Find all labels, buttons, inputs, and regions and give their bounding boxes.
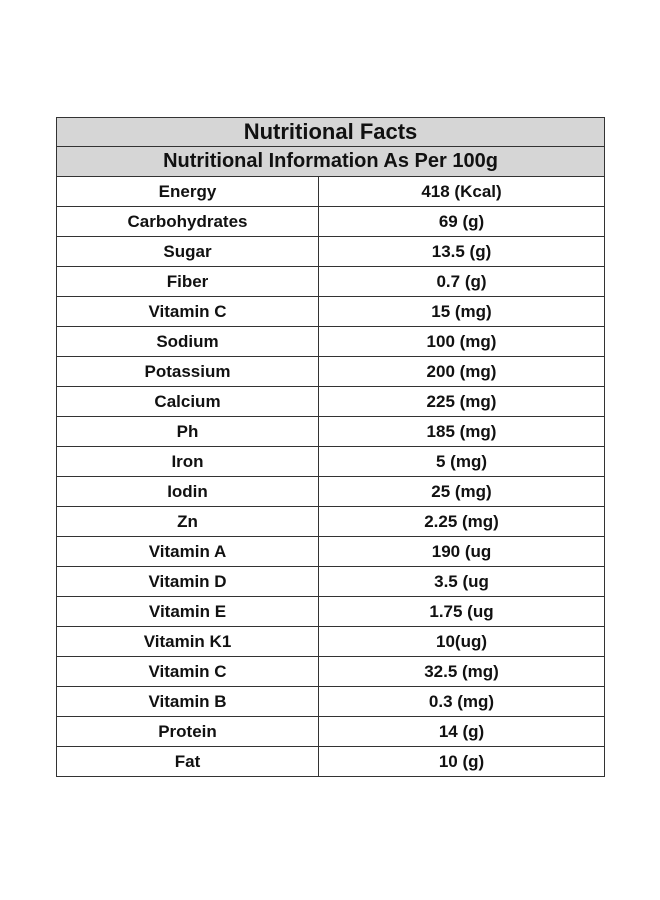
nutrition-facts-table [56,117,605,777]
nutrient-value: 15 (mg) [319,297,605,327]
nutrient-value: 5 (mg) [319,447,605,477]
table-row [57,327,605,357]
table-row [57,537,605,567]
nutrient-name: Iron [57,447,319,477]
nutrient-name: Iodin [57,477,319,507]
nutrient-value: 2.25 (mg) [319,507,605,537]
nutrient-value: 1.75 (ug [319,597,605,627]
nutrient-name: Potassium [57,357,319,387]
table-row [57,207,605,237]
table-row [57,357,605,387]
title-row [57,118,605,147]
nutrient-name: Calcium [57,387,319,417]
nutrient-value: 32.5 (mg) [319,657,605,687]
nutrient-name: Sodium [57,327,319,357]
table-row [57,387,605,417]
nutrient-value: 0.7 (g) [319,267,605,297]
table-row [57,447,605,477]
nutrient-name: Vitamin C [57,297,319,327]
nutrient-value: 69 (g) [319,207,605,237]
table-row [57,747,605,777]
table-row [57,507,605,537]
nutrient-value: 190 (ug [319,537,605,567]
nutrient-name: Vitamin E [57,597,319,627]
nutrient-name: Vitamin D [57,567,319,597]
nutrient-value: 10 (g) [319,747,605,777]
nutrient-name: Fiber [57,267,319,297]
nutrient-value: 418 (Kcal) [319,177,605,207]
table-row [57,597,605,627]
nutrient-value: 0.3 (mg) [319,687,605,717]
nutrient-value: 100 (mg) [319,327,605,357]
table-row [57,687,605,717]
nutrient-name: Vitamin C [57,657,319,687]
table-row [57,237,605,267]
nutrient-name: Zn [57,507,319,537]
nutrient-value: 25 (mg) [319,477,605,507]
nutrient-value: 13.5 (g) [319,237,605,267]
table-row [57,177,605,207]
table-row [57,627,605,657]
nutrient-name: Carbohydrates [57,207,319,237]
nutrient-name: Vitamin K1 [57,627,319,657]
table-subtitle: Nutritional Information As Per 100g [57,147,605,177]
nutrient-name: Sugar [57,237,319,267]
subtitle-row [57,147,605,177]
nutrient-value: 14 (g) [319,717,605,747]
table-row [57,717,605,747]
nutrient-name: Ph [57,417,319,447]
table-row [57,417,605,447]
table-row [57,657,605,687]
nutrition-table-container [56,117,604,777]
nutrient-value: 200 (mg) [319,357,605,387]
nutrient-value: 185 (mg) [319,417,605,447]
nutrient-name: Vitamin B [57,687,319,717]
table-row [57,567,605,597]
nutrient-name: Fat [57,747,319,777]
nutrient-name: Energy [57,177,319,207]
nutrient-value: 3.5 (ug [319,567,605,597]
nutrient-name: Protein [57,717,319,747]
table-row [57,477,605,507]
table-row [57,297,605,327]
nutrient-value: 10(ug) [319,627,605,657]
nutrient-value: 225 (mg) [319,387,605,417]
table-row [57,267,605,297]
table-title: Nutritional Facts [57,118,605,147]
nutrient-name: Vitamin A [57,537,319,567]
